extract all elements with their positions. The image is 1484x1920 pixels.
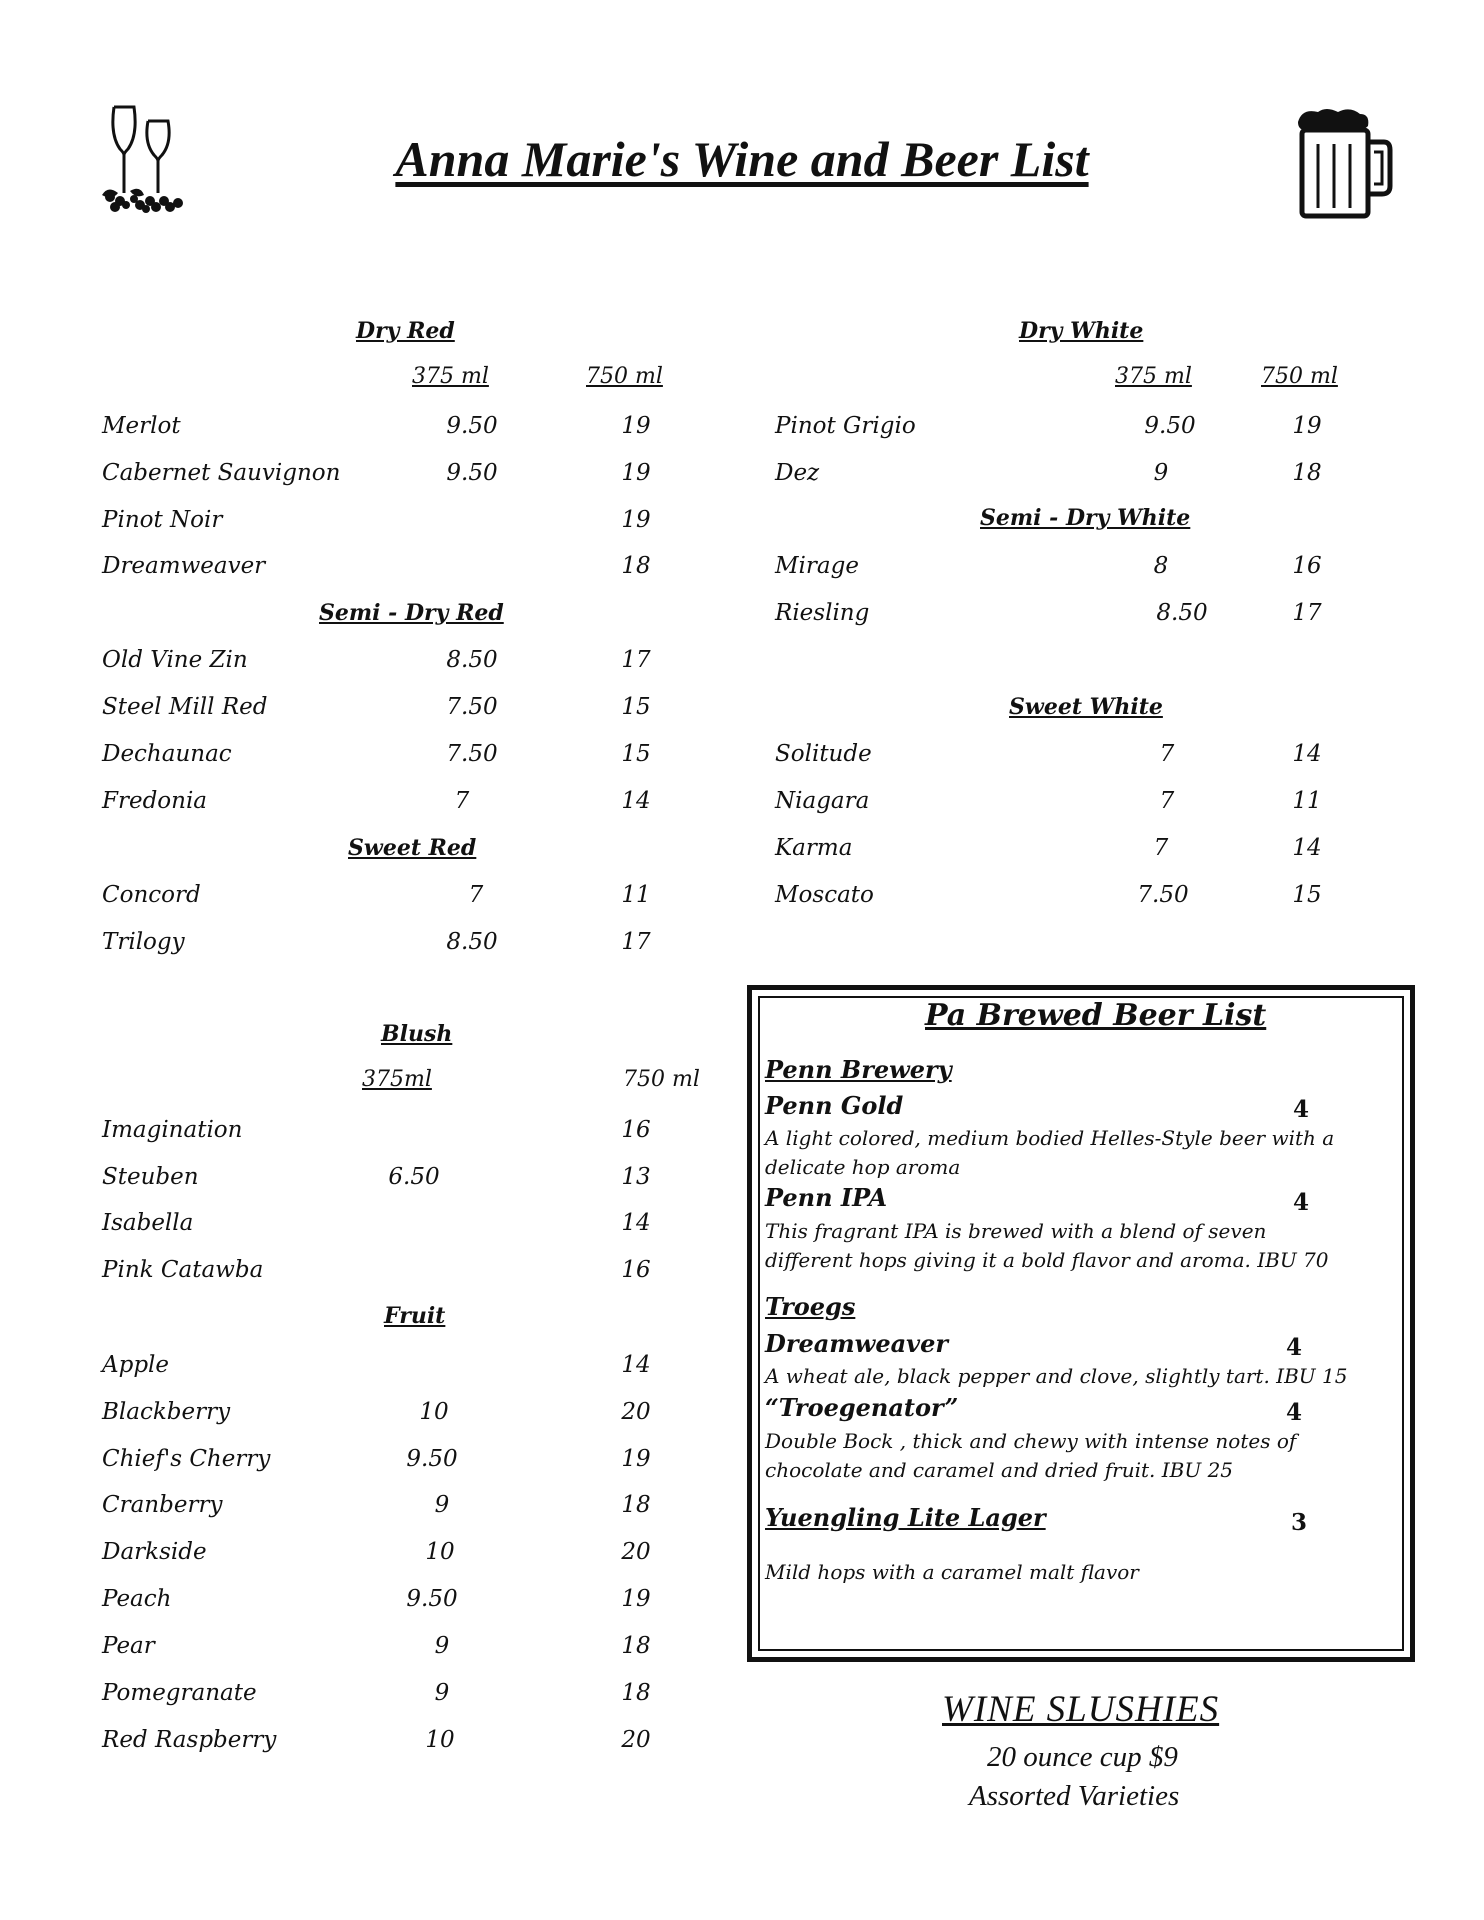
list-item: [102, 694, 702, 724]
list-item: [102, 507, 702, 537]
page-title: Anna Marie's Wine and Beer List: [395, 131, 1089, 187]
price-750: 14: [621, 788, 651, 814]
wine-name: Merlot: [102, 413, 181, 439]
wine-name: Chief's Cherry: [102, 1446, 271, 1472]
price-375: 9: [434, 1492, 450, 1518]
price-375: 8.50: [446, 647, 498, 673]
beer-name: Penn IPA: [765, 1183, 888, 1212]
beer-description: Double Bock , thick and chewy with intense notes of: [765, 1429, 1297, 1453]
beer-price: 4: [1286, 1399, 1303, 1426]
price-750: 19: [621, 507, 651, 533]
price-375: 9.50: [406, 1446, 458, 1472]
price-750: 14: [621, 1352, 651, 1378]
price-375: 9.50: [446, 460, 498, 486]
list-item: [102, 1210, 702, 1240]
blush-750-header: 750 ml: [623, 1067, 700, 1092]
list-item: [102, 741, 702, 771]
price-750: 15: [621, 741, 651, 767]
list-item: [102, 460, 702, 490]
price-375: 10: [419, 1399, 449, 1425]
wine-name: Pinot Grigio: [775, 413, 916, 439]
price-375: 9.50: [1144, 413, 1196, 439]
wine-name: Moscato: [775, 882, 874, 908]
dry-red-750-header: 750 ml: [586, 364, 663, 389]
list-item: [102, 1680, 702, 1710]
wine-slushies-title: WINE SLUSHIES: [942, 1689, 1220, 1730]
price-375: 7: [454, 788, 470, 814]
price-375: 7: [1153, 835, 1169, 861]
price-375: 7.50: [446, 694, 498, 720]
blush-375-header: 375ml: [362, 1067, 432, 1092]
beer-name: “Troegenator”: [765, 1393, 959, 1422]
fruit-header: Fruit: [384, 1303, 446, 1329]
brewery-troegs: Troegs: [765, 1292, 856, 1321]
price-375: 10: [425, 1727, 455, 1753]
list-item: [102, 1352, 702, 1382]
wine-name: Cranberry: [102, 1492, 223, 1518]
wine-name: Isabella: [102, 1210, 194, 1236]
price-750: 18: [621, 1680, 651, 1706]
beer-price: 4: [1293, 1096, 1310, 1123]
price-750: 16: [621, 1257, 651, 1283]
wine-name: Steel Mill Red: [102, 694, 268, 720]
beer-description: different hops giving it a bold flavor and aroma. IBU 70: [765, 1248, 1329, 1272]
price-750: 19: [621, 413, 651, 439]
wine-name: Red Raspberry: [102, 1727, 277, 1753]
wine-name: Pear: [102, 1633, 155, 1659]
dry-red-header: Dry Red: [356, 318, 455, 344]
beer-description: chocolate and caramel and dried fruit. IBU 25: [765, 1458, 1234, 1482]
wine-name: Concord: [102, 882, 201, 908]
sweet-white-header: Sweet White: [1009, 694, 1163, 720]
price-750: 16: [1292, 553, 1322, 579]
wine-name: Darkside: [102, 1539, 207, 1565]
price-375: 8: [1153, 553, 1169, 579]
list-item: [102, 1164, 702, 1194]
price-375: 7: [1159, 788, 1175, 814]
price-375: 6.50: [388, 1164, 440, 1190]
list-item: [102, 1633, 702, 1663]
slushies-price: 20 ounce cup $9: [987, 1741, 1178, 1773]
dry-white-375-header: 375 ml: [1115, 364, 1192, 389]
sweet-red-header: Sweet Red: [348, 835, 477, 861]
price-750: 20: [621, 1539, 651, 1565]
price-750: 17: [621, 929, 651, 955]
price-750: 11: [1292, 788, 1322, 814]
price-375: 9: [1153, 460, 1169, 486]
blush-header: Blush: [381, 1021, 453, 1047]
brewery-penn: Penn Brewery: [765, 1055, 952, 1084]
wine-name: Dechaunac: [102, 741, 232, 767]
wine-name: Old Vine Zin: [102, 647, 248, 673]
wine-name: Mirage: [775, 553, 859, 579]
beer-name-yuengling: Yuengling Lite Lager: [765, 1503, 1046, 1532]
price-375: 9.50: [406, 1586, 458, 1612]
price-750: 14: [621, 1210, 651, 1236]
wine-name: Trilogy: [102, 929, 185, 955]
price-750: 19: [621, 460, 651, 486]
wine-name: Niagara: [775, 788, 870, 814]
price-750: 18: [621, 1492, 651, 1518]
beer-description: delicate hop aroma: [765, 1155, 961, 1179]
price-375: 9.50: [446, 413, 498, 439]
price-750: 18: [1292, 460, 1322, 486]
list-item: [102, 413, 702, 443]
list-item: [775, 835, 1415, 865]
price-375: 7.50: [446, 741, 498, 767]
wine-name: Pomegranate: [102, 1680, 257, 1706]
beer-description: A light colored, medium bodied Helles-Style beer with a: [765, 1126, 1335, 1150]
wine-name: Fredonia: [102, 788, 208, 814]
price-750: 14: [1292, 835, 1322, 861]
wine-name: Steuben: [102, 1164, 199, 1190]
beer-description: This fragrant IPA is brewed with a blend of seven: [765, 1219, 1267, 1243]
dry-white-750-header: 750 ml: [1261, 364, 1338, 389]
list-item: [775, 460, 1415, 490]
price-375: 8.50: [446, 929, 498, 955]
list-item: [102, 1539, 702, 1569]
list-item: [102, 553, 702, 583]
price-750: 17: [1292, 600, 1322, 626]
list-item: [775, 882, 1415, 912]
beer-name: Penn Gold: [765, 1091, 904, 1120]
wine-name: Karma: [775, 835, 853, 861]
list-item: [102, 882, 702, 912]
list-item: [775, 413, 1415, 443]
wine-name: Apple: [102, 1352, 170, 1378]
dry-red-375-header: 375 ml: [412, 364, 489, 389]
list-item: [775, 741, 1415, 771]
beer-description: A wheat ale, black pepper and clove, slightly tart. IBU 15: [765, 1364, 1348, 1388]
list-item: [102, 1586, 702, 1616]
beer-price: 4: [1286, 1334, 1303, 1361]
list-item: [775, 553, 1415, 583]
wine-name: Dreamweaver: [102, 553, 266, 579]
price-750: 16: [621, 1117, 651, 1143]
list-item: [775, 600, 1415, 630]
price-750: 18: [621, 1633, 651, 1659]
semi-dry-white-header: Semi - Dry White: [980, 505, 1191, 531]
beer-description: Mild hops with a caramel malt flavor: [765, 1560, 1139, 1584]
price-375: 7: [468, 882, 484, 908]
price-750: 11: [621, 882, 651, 908]
price-375: 9: [434, 1680, 450, 1706]
price-750: 13: [621, 1164, 651, 1190]
price-750: 15: [1292, 882, 1322, 908]
wine-name: Peach: [102, 1586, 172, 1612]
price-750: 20: [621, 1399, 651, 1425]
list-item: [102, 1446, 702, 1476]
list-item: [102, 929, 702, 959]
wine-name: Blackberry: [102, 1399, 231, 1425]
price-750: 19: [621, 1586, 651, 1612]
list-item: [102, 1257, 702, 1287]
slushies-varieties: Assorted Varieties: [969, 1780, 1180, 1812]
beer-price: 4: [1293, 1189, 1310, 1216]
dry-white-header: Dry White: [1019, 318, 1144, 344]
price-750: 14: [1292, 741, 1322, 767]
price-750: 19: [1292, 413, 1322, 439]
price-375: 9: [434, 1633, 450, 1659]
list-item: [775, 788, 1415, 818]
list-item: [102, 1117, 702, 1147]
price-750: 18: [621, 553, 651, 579]
list-item: [102, 1727, 702, 1757]
beer-name: Dreamweaver: [765, 1329, 949, 1358]
price-750: 19: [621, 1446, 651, 1472]
price-375: 10: [425, 1539, 455, 1565]
beer-list-title: Pa Brewed Beer List: [925, 998, 1267, 1033]
list-item: [102, 647, 702, 677]
price-375: 8.50: [1156, 600, 1208, 626]
price-375: 7: [1159, 741, 1175, 767]
wine-name: Dez: [775, 460, 820, 486]
wine-name: Imagination: [102, 1117, 243, 1143]
list-item: [102, 1492, 702, 1522]
wine-name: Pink Catawba: [102, 1257, 264, 1283]
wine-name: Cabernet Sauvignon: [102, 460, 341, 486]
list-item: [102, 788, 702, 818]
wine-name: Pinot Noir: [102, 507, 223, 533]
price-750: 20: [621, 1727, 651, 1753]
price-375: 7.50: [1137, 882, 1189, 908]
wine-name: Solitude: [775, 741, 872, 767]
beer-price: 3: [1291, 1509, 1308, 1536]
price-750: 17: [621, 647, 651, 673]
list-item: [102, 1399, 702, 1429]
price-750: 15: [621, 694, 651, 720]
wine-name: Riesling: [775, 600, 870, 626]
semi-dry-red-header: Semi - Dry Red: [319, 600, 504, 626]
